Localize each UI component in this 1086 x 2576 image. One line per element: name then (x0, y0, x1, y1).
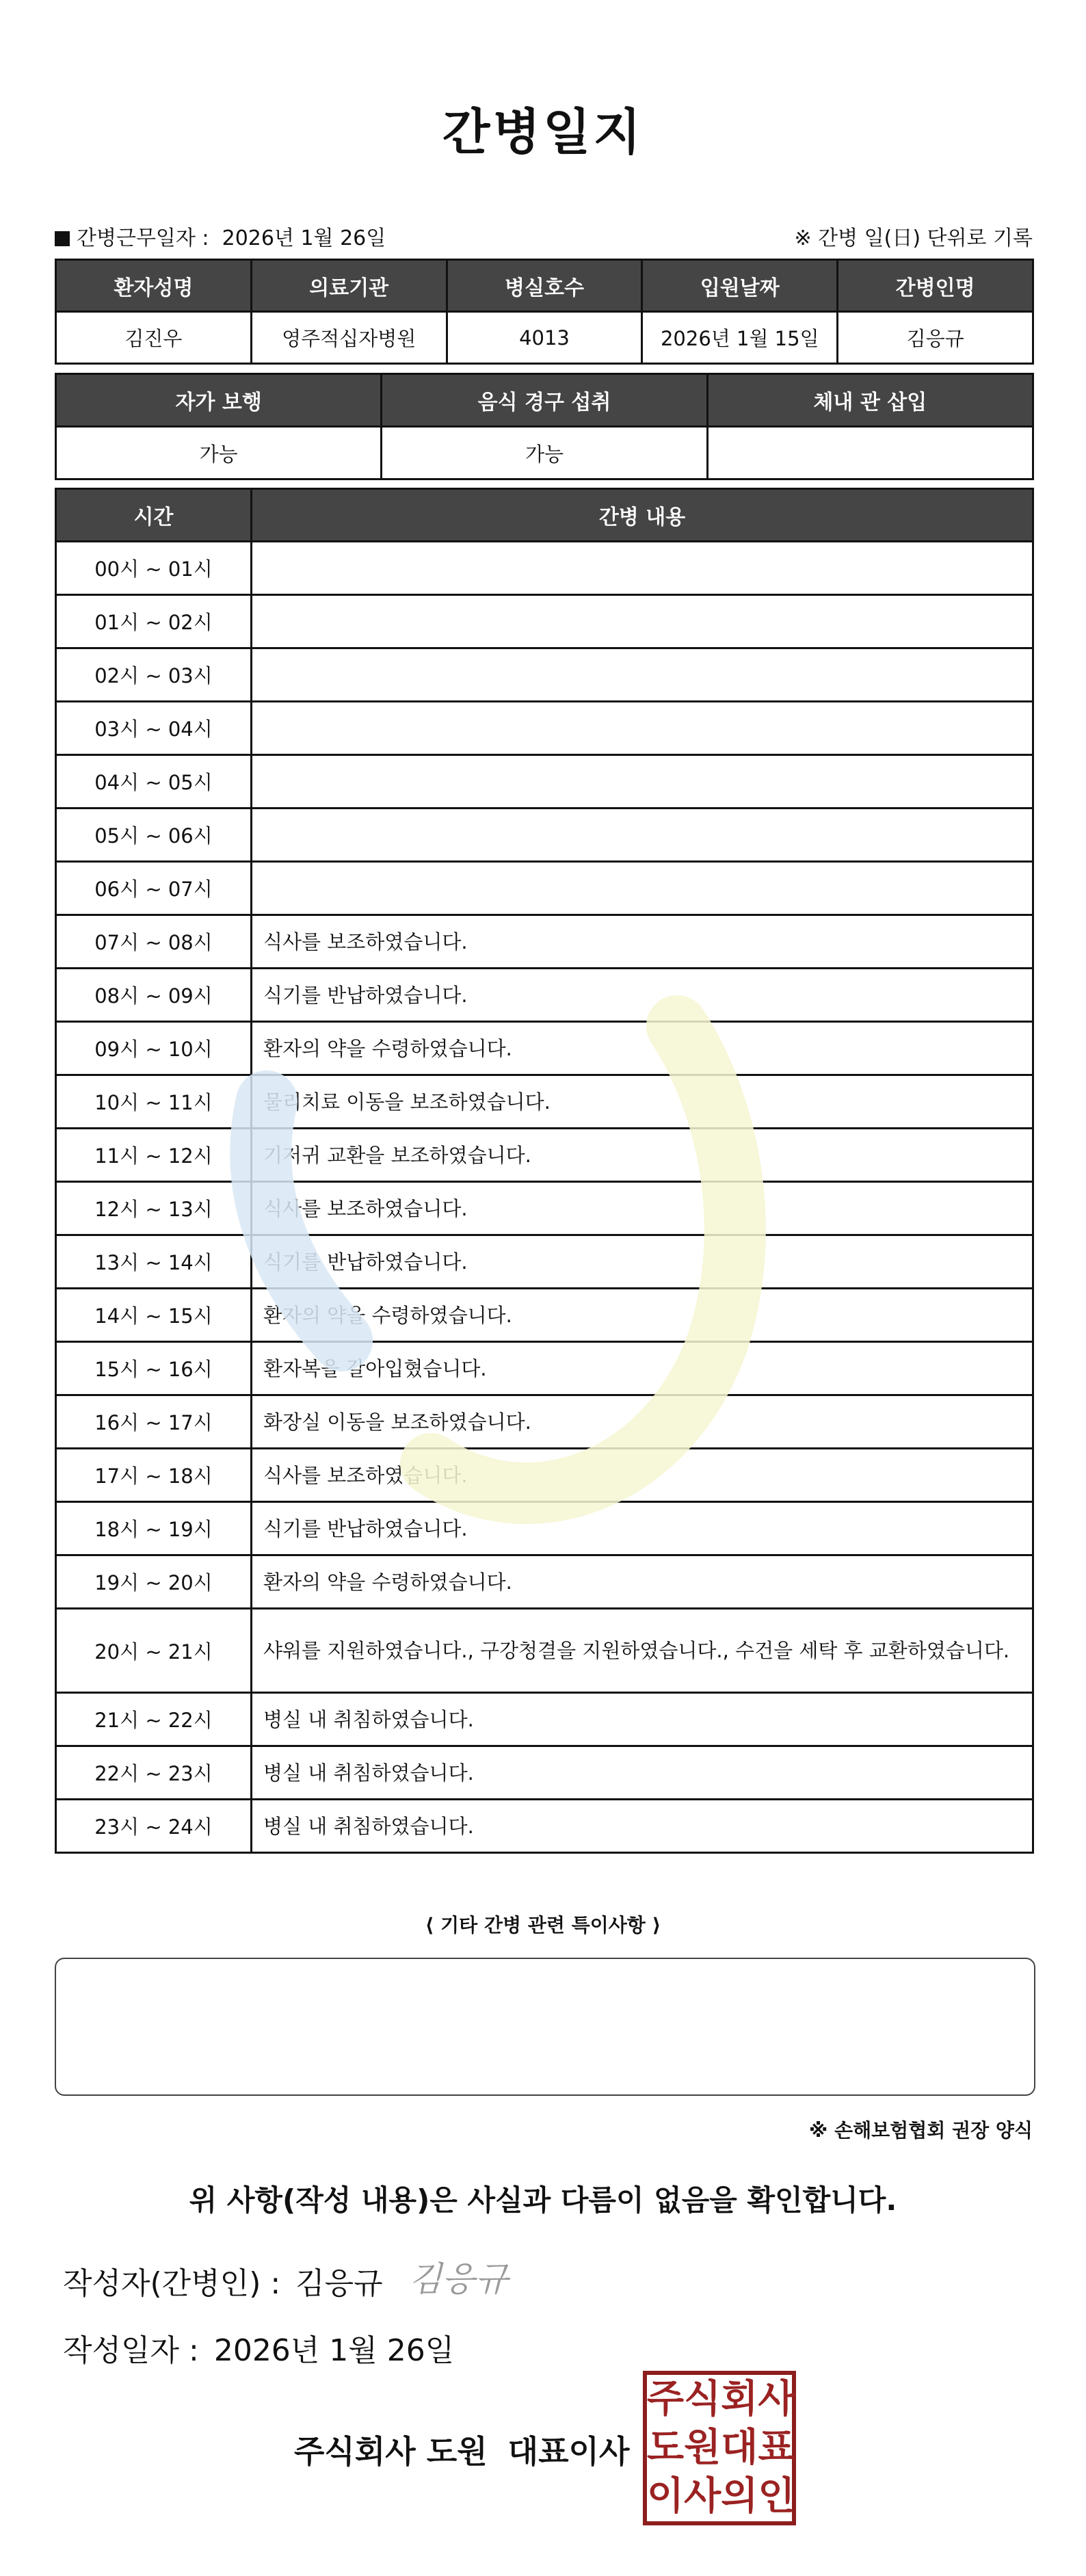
care-log-row (56, 1022, 1033, 1075)
care-log-table (55, 488, 1034, 1854)
care-log-row (56, 1449, 1033, 1502)
header-self-walking: 자가 보행 (56, 374, 382, 427)
care-log-content-text: 식사를 보조하였습니다. (263, 930, 468, 954)
document-title: 간병일지 (442, 103, 644, 161)
care-log-row (56, 1182, 1033, 1235)
care-log-row (56, 1502, 1033, 1555)
care-log-content (252, 915, 1033, 969)
care-log-row (56, 1395, 1033, 1449)
care-log-row (56, 648, 1033, 702)
header-tube-insertion: 체내 관 삽입 (707, 374, 1033, 427)
care-log-content (252, 1693, 1033, 1746)
tube-insertion-value (707, 427, 1033, 479)
care-log-row (56, 915, 1033, 969)
care-log-time: 08시 ~ 09시 (56, 969, 252, 1022)
care-log-time: 21시 ~ 22시 (56, 1693, 252, 1746)
care-log-content (252, 1609, 1033, 1693)
seal-character: 회 (721, 2376, 758, 2421)
seal-character: 표 (758, 2425, 795, 2470)
care-log-content-text: 병실 내 취침하였습니다. (263, 1814, 474, 1838)
care-log-row (56, 1235, 1033, 1289)
status-value-row (56, 427, 1033, 479)
care-log-row (56, 1555, 1033, 1609)
care-log-row (56, 542, 1033, 595)
care-log-content (252, 702, 1033, 755)
care-log-content-text: 식사를 보조하였습니다. (263, 1196, 468, 1220)
write-date-label: 작성일자 : (63, 2333, 199, 2368)
care-log-time: 16시 ~ 17시 (56, 1395, 252, 1449)
write-date-line (63, 2326, 454, 2369)
square-bullet-icon (55, 231, 70, 246)
care-log-content (252, 595, 1033, 648)
seal-character: 대 (721, 2425, 758, 2470)
care-log-content-text: 환자의 약을 수령하였습니다. (263, 1303, 512, 1327)
seal-character: 원 (684, 2425, 721, 2470)
seal-character: 주 (647, 2376, 685, 2421)
care-log-content (252, 1449, 1033, 1502)
care-log-time: 20시 ~ 21시 (56, 1609, 252, 1693)
care-log-time: 04시 ~ 05시 (56, 755, 252, 809)
care-log-row (56, 1075, 1033, 1129)
care-log-content (252, 809, 1033, 862)
work-date-value: 2026년 1월 26일 (222, 226, 386, 250)
admission-date: 2026년 1월 15일 (642, 312, 838, 364)
seal-character: 식 (684, 2376, 721, 2421)
care-log-time: 17시 ~ 18시 (56, 1449, 252, 1502)
header-oral-intake: 음식 경구 섭취 (382, 374, 707, 427)
care-log-content (252, 1502, 1033, 1555)
writer-label: 작성자(간병인) : (63, 2266, 281, 2301)
header-time: 시간 (56, 489, 252, 542)
unit-note: ※ 간병 일(日) 단위로 기록 (794, 226, 1033, 250)
care-log-time: 00시 ~ 01시 (56, 542, 252, 595)
seal-character: 의 (721, 2474, 758, 2519)
special-notes-box (55, 1958, 1035, 2096)
writer-signature: 김응규 (409, 2259, 508, 2299)
care-log-content (252, 1555, 1033, 1609)
care-log-content (252, 1075, 1033, 1129)
care-log-time: 14시 ~ 15시 (56, 1289, 252, 1342)
work-date-line (55, 221, 386, 251)
care-log-row (56, 1800, 1033, 1853)
care-log-time: 09시 ~ 10시 (56, 1022, 252, 1075)
care-log-row (56, 1609, 1033, 1693)
caregiver-name: 김응규 (838, 312, 1033, 364)
patient-info-header-row (56, 260, 1033, 312)
hospital-name: 영주적십자병원 (251, 312, 447, 364)
room-number: 4013 (447, 312, 642, 364)
care-log-content-text: 화장실 이동을 보조하였습니다. (263, 1410, 531, 1434)
seal-character: 이 (647, 2474, 685, 2519)
writer-name: 김응규 (295, 2266, 383, 2301)
care-log-content (252, 542, 1033, 595)
care-log-time: 19시 ~ 20시 (56, 1555, 252, 1609)
seal-character: 사 (684, 2474, 721, 2519)
format-note: ※ 손해보험협회 권장 양식 (809, 2119, 1033, 2142)
care-log-time: 02시 ~ 03시 (56, 648, 252, 702)
care-log-content (252, 1342, 1033, 1395)
care-log-time: 18시 ~ 19시 (56, 1502, 252, 1555)
patient-name: 김진우 (56, 312, 252, 364)
care-log-content (252, 1235, 1033, 1289)
patient-info-value-row (56, 312, 1033, 364)
status-header-row (56, 374, 1033, 427)
care-log-time: 11시 ~ 12시 (56, 1129, 252, 1182)
care-log-content-text: 샤워를 지원하였습니다., 구강청결을 지원하였습니다., 수건을 세탁 후 교환하였습니다. (263, 1639, 1010, 1662)
company-line (294, 2427, 629, 2472)
header-hospital: 의료기관 (251, 260, 447, 312)
care-log-content (252, 1182, 1033, 1235)
care-log-content-text: 병실 내 취침하였습니다. (263, 1707, 474, 1731)
company-representative: 대표이사 (507, 2433, 630, 2470)
care-log-row (56, 1693, 1033, 1746)
work-date-label: 간병근무일자 : (77, 226, 209, 250)
care-log-content-text: 물리치료 이동을 보조하였습니다. (263, 1090, 551, 1114)
care-log-row (56, 809, 1033, 862)
patient-status-table (55, 373, 1034, 480)
care-log-content (252, 1289, 1033, 1342)
care-log-time: 12시 ~ 13시 (56, 1182, 252, 1235)
seal-character: 인 (758, 2474, 795, 2519)
care-log-time: 03시 ~ 04시 (56, 702, 252, 755)
care-log-content (252, 1395, 1033, 1449)
header-room-number: 병실호수 (447, 260, 642, 312)
care-log-content (252, 1800, 1033, 1853)
care-log-content-text: 병실 내 취침하였습니다. (263, 1761, 474, 1785)
care-log-content (252, 969, 1033, 1022)
care-log-content-text: 식기를 반납하였습니다. (263, 983, 468, 1007)
care-log-content (252, 1022, 1033, 1075)
care-log-content-text: 식기를 반납하였습니다. (263, 1250, 468, 1274)
header-care-content: 간병 내용 (252, 489, 1033, 542)
care-log-row (56, 1129, 1033, 1182)
care-log-content (252, 862, 1033, 915)
header-caregiver-name: 간병인명 (838, 260, 1033, 312)
care-log-time: 13시 ~ 14시 (56, 1235, 252, 1289)
self-walking-value: 가능 (56, 427, 382, 479)
care-log-content-text: 기저귀 교환을 보조하였습니다. (263, 1143, 531, 1167)
care-log-row (56, 862, 1033, 915)
care-log-content-text: 식기를 반납하였습니다. (263, 1516, 468, 1540)
care-log-time: 07시 ~ 08시 (56, 915, 252, 969)
care-log-row (56, 595, 1033, 648)
special-notes-title: ⟨ 기타 간병 관련 특이사항 ⟩ (425, 1914, 661, 1936)
care-log-content-text: 식사를 보조하였습니다. (263, 1463, 468, 1487)
header-patient-name: 환자성명 (56, 260, 252, 312)
care-log-time: 06시 ~ 07시 (56, 862, 252, 915)
care-log-content-text: 환자의 약을 수령하였습니다. (263, 1570, 512, 1594)
confirmation-statement: 위 사항(작성 내용)은 사실과 다름이 없음을 확인합니다. (189, 2183, 897, 2217)
care-log-time: 22시 ~ 23시 (56, 1746, 252, 1800)
care-log-header-row (56, 489, 1033, 542)
care-log-content (252, 1746, 1033, 1800)
care-log-content (252, 755, 1033, 809)
care-log-time: 15시 ~ 16시 (56, 1342, 252, 1395)
care-log-content (252, 648, 1033, 702)
care-log-time: 23시 ~ 24시 (56, 1800, 252, 1853)
care-log-content (252, 1129, 1033, 1182)
care-log-content-text: 환자복을 갈아입혔습니다. (263, 1356, 487, 1380)
care-log-content-text: 환자의 약을 수령하였습니다. (263, 1036, 512, 1060)
care-log-row (56, 702, 1033, 755)
care-log-time: 01시 ~ 02시 (56, 595, 252, 648)
write-date-value: 2026년 1월 26일 (213, 2333, 455, 2368)
care-log-row (56, 1289, 1033, 1342)
care-log-row (56, 969, 1033, 1022)
seal-character: 도 (647, 2425, 685, 2470)
patient-info-table (55, 259, 1034, 365)
company-name: 주식회사 도원 (294, 2433, 488, 2470)
care-log-row (56, 1342, 1033, 1395)
writer-line (63, 2259, 383, 2302)
care-log-row (56, 1746, 1033, 1800)
company-seal (643, 2371, 796, 2525)
header-admission-date: 입원날짜 (642, 260, 838, 312)
care-log-time: 05시 ~ 06시 (56, 809, 252, 862)
care-log-time: 10시 ~ 11시 (56, 1075, 252, 1129)
care-log-row (56, 755, 1033, 809)
oral-intake-value: 가능 (382, 427, 707, 479)
seal-character: 사 (758, 2376, 795, 2421)
